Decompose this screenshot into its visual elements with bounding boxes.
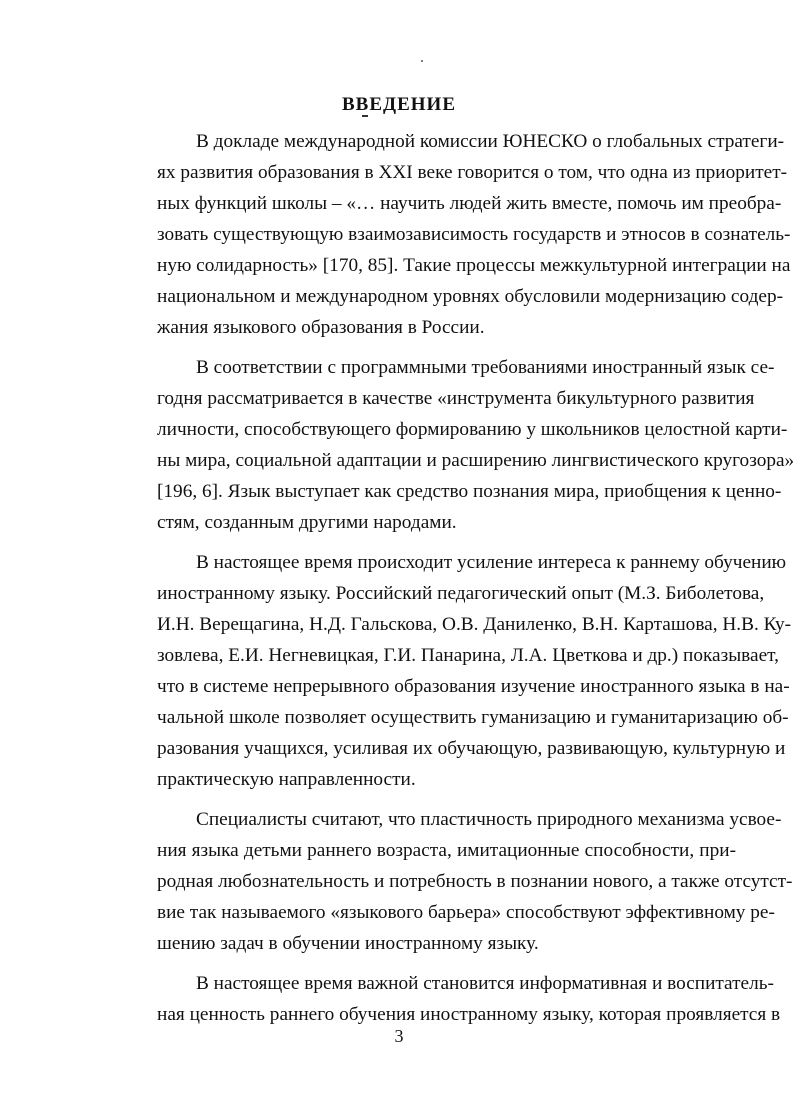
text-line: В докладе международной комиссии ЮНЕСКО о глобальных стратеги- xyxy=(196,131,785,152)
text-line: В настоящее время важной становится информативная и воспитатель- xyxy=(196,973,774,994)
text-line: ных функций школы – «… научить людей жить вместе, помочь им преобра- xyxy=(157,193,782,214)
text-line: что в системе непрерывного образования изучение иностранного языка в на- xyxy=(157,676,790,697)
text-line: ную солидарность» [170, 85]. Такие процессы межкультурной интеграции на xyxy=(157,255,791,276)
document-body xyxy=(118,126,795,1030)
text-line: ны мира, социальной адаптации и расширению лингвистического кругозора» xyxy=(157,450,795,471)
text-line: Специалисты считают, что пластичность природного механизма усвое- xyxy=(196,809,782,830)
page-number: 3 xyxy=(394,1026,404,1046)
text-line: чальной школе позволяет осуществить гуманизацию и гуманитаризацию об- xyxy=(157,707,789,728)
text-line: стям, созданным другими народами. xyxy=(157,512,457,533)
text-line: ния языка детьми раннего возраста, имитационные способности, при- xyxy=(157,840,736,861)
paragraph-2 xyxy=(118,352,795,538)
text-line: национальном и международном уровнях обусловили модернизацию содер- xyxy=(157,286,783,307)
text-line: зовать существующую взаимозависимость государств и этносов в сознатель- xyxy=(157,224,791,245)
scan-speck xyxy=(421,60,423,62)
text-line: ная ценность раннего обучения иностранному языку, которая проявляется в xyxy=(157,1004,781,1025)
text-line: личности, способствующего формированию у школьников целостной карти- xyxy=(157,419,788,440)
text-line: годня рассматривается в качестве «инструмента бикультурного развития xyxy=(157,388,755,409)
paragraph-5 xyxy=(118,968,781,1030)
paragraph-1 xyxy=(118,126,791,343)
text-line: жания языкового образования в России. xyxy=(157,317,485,338)
text-line: И.Н. Верещагина, Н.Д. Гальскова, О.В. Даниленко, В.Н. Карташова, Н.В. Ку- xyxy=(157,614,792,635)
text-line: [196, 6]. Язык выступает как средство познания мира, приобщения к ценно- xyxy=(157,481,782,502)
text-line: ях развития образования в XXI веке говорится о том, что одна из приоритет- xyxy=(157,162,788,183)
text-line: родная любознательность и потребность в познании нового, а также отсутст- xyxy=(157,871,793,892)
text-line: шению задач в обучении иностранному языку. xyxy=(157,933,539,954)
text-line: практическую направленности. xyxy=(157,769,416,790)
text-line: разования учащихся, усиливая их обучающую, развивающую, культурную и xyxy=(157,738,786,759)
paragraph-4 xyxy=(118,804,793,959)
text-line: вие так называемого «языкового барьера» способствуют эффективному ре- xyxy=(157,902,775,923)
paragraph-3 xyxy=(118,547,792,795)
page-title: ВВЕДЕНИЕ xyxy=(342,94,456,115)
text-line: иностранному языку. Российский педагогический опыт (М.З. Биболетова, xyxy=(157,583,765,604)
title-scan-mark xyxy=(362,115,368,117)
text-line: В настоящее время происходит усиление интереса к раннему обучению xyxy=(196,552,787,573)
text-line: зовлева, Е.И. Негневицкая, Г.И. Панарина, Л.А. Цветкова и др.) показывает, xyxy=(157,645,779,666)
text-line: В соответствии с программными требованиями иностранный язык се- xyxy=(196,357,775,378)
